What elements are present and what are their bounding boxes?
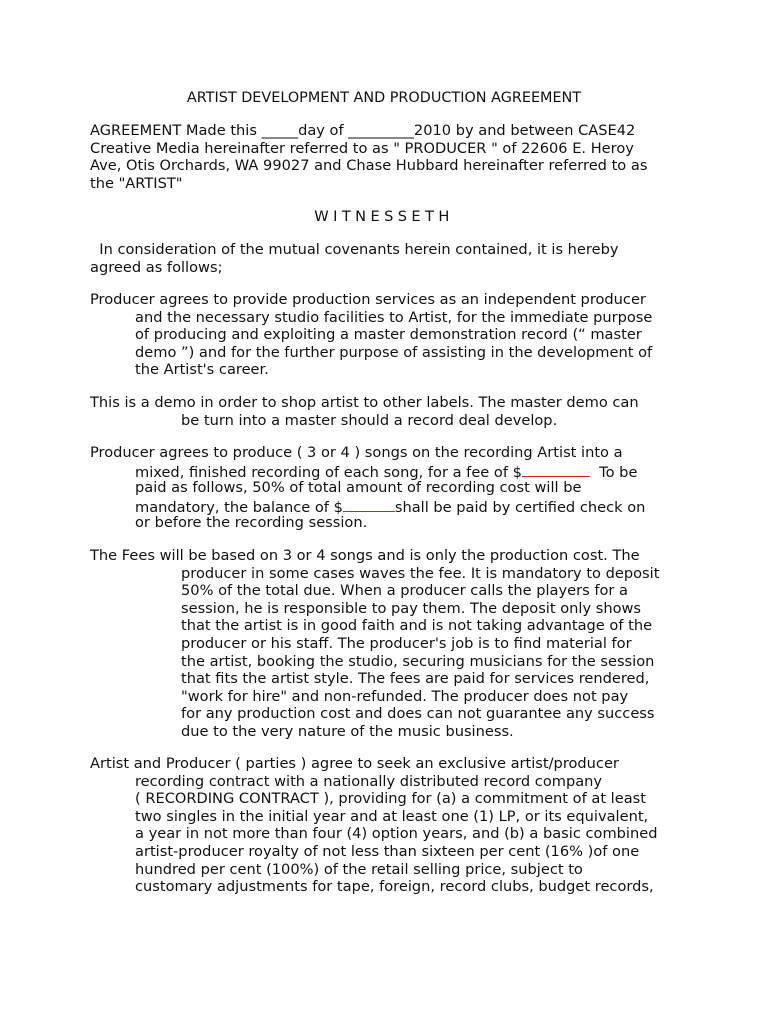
witnesseth-heading: WITNESSETH [314,208,454,225]
contract-line: Artist and Producer ( parties ) agree to seek an exclusive artist/producer [90,755,619,772]
songs-line [90,497,690,515]
fees-line: 50% of the total due. When a producer calls the players for a [181,582,628,600]
demo-line: be turn into a master should a record deal develop. [181,411,558,429]
fees-line: the artist, booking the studio, securing musicians for the session [181,652,655,670]
intro-line: Creative Media hereinafter referred to as " PRODUCER " of 22606 E. Heroy [90,139,634,157]
contract-line: customary adjustments for tape, foreign, record clubs, budget records, [135,878,654,896]
fee-amount-blank[interactable] [522,462,590,477]
intro-line: the "ARTIST" [90,174,183,192]
songs-fee-paragraph [90,444,690,532]
songs-fee-text: mixed, finished recording of each song, for a fee of $ [135,463,522,481]
contract-line: hundred per cent (100%) of the retail selling price, subject to [135,860,583,878]
fees-line: that the artist is in good faith and is not taking advantage of the [181,617,653,635]
recording-contract-paragraph [90,755,690,896]
fees-line: The Fees will be based on 3 or 4 songs and is only the production cost. The [90,547,640,564]
balance-text-tail: shall be paid by certified check on [394,498,646,516]
fees-line: producer in some cases waves the fee. It is mandatory to deposit [181,564,660,582]
fees-paragraph [90,547,690,741]
fees-line: due to the very nature of the music business. [181,722,514,740]
production-line: of producing and exploiting a master demonstration record (“ master [135,326,642,344]
contract-line: two singles in the initial year and at least one (1) LP, or its equivalent, [135,807,649,825]
consideration-line: In consideration of the mutual covenants herein contained, it is hereby [90,241,619,258]
production-line: demo ”) and for the further purpose of assisting in the development of [135,343,653,361]
production-services-paragraph [90,291,690,379]
intro-line: AGREEMENT Made this _____day of _________2010 by and between CASE42 [90,122,636,139]
fees-line: "work for hire" and non-refunded. The producer does not pay [181,687,629,705]
contract-line: artist-producer royalty of not less than sixteen per cent (16% )of one [135,842,640,860]
demo-line: This is a demo in order to shop artist to other labels. The master demo can [90,394,639,411]
songs-line: Producer agrees to produce ( 3 or 4 ) songs on the recording Artist into a [90,444,623,461]
balance-amount-blank[interactable] [343,497,395,512]
contract-line: ( RECORDING CONTRACT ), providing for (a) a commitment of at least [135,790,646,808]
balance-text: mandatory, the balance of $ [135,498,343,516]
intro-line: Ave, Otis Orchards, WA 99027 and Chase Hubbard hereinafter referred to as [90,157,648,175]
production-line: the Artist's career. [135,361,269,379]
production-line: and the necessary studio facilities to Artist, for the immediate purpose [135,308,653,326]
demo-note-paragraph [90,394,690,429]
songs-line: or before the recording session. [135,514,368,532]
fees-line: producer or his staff. The producer's job is to find material for [181,634,632,652]
consideration-paragraph [90,241,690,276]
fees-line: for any production cost and does can not guarantee any success [181,705,655,723]
fees-line: that fits the artist style. The fees are paid for services rendered, [181,670,650,688]
contract-line: recording contract with a nationally distributed record company [135,772,603,790]
songs-line: paid as follows, 50% of total amount of recording cost will be [135,479,582,497]
songs-line [90,462,690,480]
fees-line: session, he is responsible to pay them. The deposit only shows [181,599,642,617]
songs-fee-text-tail: To be [589,463,638,481]
production-line: Producer agrees to provide production services as an independent producer [90,291,646,308]
agreement-intro-paragraph [90,122,690,192]
document-title: ARTIST DEVELOPMENT AND PRODUCTION AGREEMENT [186,90,582,106]
consideration-line: agreed as follows; [90,258,223,276]
contract-line: a year in not more than four (4) option years, and (b) a basic combined [135,825,658,843]
